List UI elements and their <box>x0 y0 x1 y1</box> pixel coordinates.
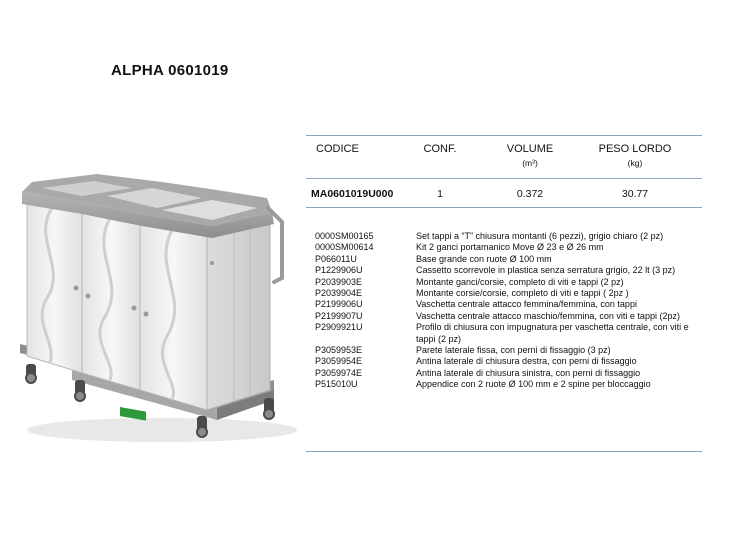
table-top-rule <box>306 135 702 136</box>
product-title: ALPHA 0601019 <box>111 62 229 79</box>
list-item <box>315 288 703 299</box>
header-codice <box>316 143 359 155</box>
part-code: P2909921U <box>315 322 363 333</box>
header-volume-label: VOLUME <box>506 143 554 155</box>
part-code: P515010U <box>315 379 358 390</box>
list-item <box>315 368 703 379</box>
list-item <box>315 311 703 322</box>
part-desc: Vaschetta centrale attacco maschio/femmina, con viti e tappi (2pz) <box>416 310 680 321</box>
list-item <box>315 277 703 288</box>
part-desc: Base grande con ruote Ø 100 mm <box>416 253 552 264</box>
row-conf: 1 <box>437 188 443 200</box>
part-code: P1229906U <box>315 265 363 276</box>
list-item <box>315 356 703 367</box>
part-code: P066011U <box>315 253 357 264</box>
row-codice: MA0601019U000 <box>311 188 394 200</box>
list-item <box>315 379 703 390</box>
part-desc: Set tappi a “T” chiusura montanti (6 pezzi), grigio chiaro (2 pz) <box>416 231 664 241</box>
header-volume-unit: (m³) <box>522 158 538 168</box>
part-desc: Antina laterale di chiusura destra, con perni di fissaggio <box>416 356 637 367</box>
part-code: P3059953E <box>315 345 363 356</box>
list-item <box>315 345 703 356</box>
part-code: P3059974E <box>315 367 363 378</box>
part-code: 0000SM00614 <box>315 242 374 253</box>
list-item <box>315 231 703 242</box>
list-item <box>315 265 703 276</box>
header-codice-label: CODICE <box>316 143 359 155</box>
part-desc: Montante corsie/corsie, completo di viti e tappi ( 2pz ) <box>416 288 629 299</box>
header-peso-label: PESO LORDO <box>598 143 672 155</box>
list-item <box>315 322 703 345</box>
trolley-image <box>12 168 298 458</box>
part-desc: Parete laterale fissa, con perni di fissaggio (3 pz) <box>416 345 611 356</box>
part-desc: Cassetto scorrevole in plastica senza serratura grigio, 22 lt (3 pz) <box>416 265 676 276</box>
header-conf-label: CONF. <box>423 143 457 155</box>
part-desc: Vaschetta centrale attacco femmina/femmina, con tappi <box>416 299 637 310</box>
part-code: P2199906U <box>315 299 363 310</box>
list-item <box>315 242 703 253</box>
part-code: 0000SM00165 <box>315 231 374 241</box>
part-desc: Antina laterale di chiusura sinistra, con perni di fissaggio <box>416 367 641 378</box>
list-item <box>315 299 703 310</box>
part-code: P3059954E <box>315 356 363 367</box>
header-volume <box>495 143 565 168</box>
list-item <box>315 254 703 265</box>
header-peso <box>590 143 680 168</box>
part-code: P2039903E <box>315 276 363 287</box>
part-desc: Montante ganci/corsie, completo di viti e tappi (2 pz) <box>416 276 624 287</box>
part-desc: Kit 2 ganci portamanico Move Ø 23 e Ø 26 mm <box>416 242 604 253</box>
row-divider <box>306 207 702 208</box>
header-peso-unit: (kg) <box>627 158 643 168</box>
part-desc: Appendice con 2 ruote Ø 100 mm e 2 spine per bloccaggio <box>416 379 651 390</box>
row-volume: 0.372 <box>516 188 544 200</box>
part-code: P2039904E <box>315 288 363 299</box>
table-bottom-rule <box>306 451 702 452</box>
header-divider <box>306 178 702 179</box>
parts-list <box>315 231 703 391</box>
part-desc: Profilo di chiusura con impugnatura per vaschetta centrale, con viti e tappi (2 pz) <box>416 322 689 344</box>
part-code: P2199907U <box>315 310 363 321</box>
row-peso: 30.77 <box>621 188 649 200</box>
header-conf <box>405 143 475 155</box>
